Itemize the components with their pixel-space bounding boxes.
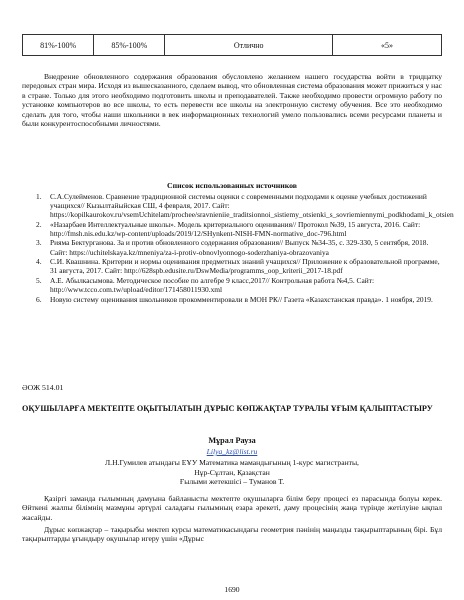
reference-number: 2.: [36, 219, 42, 229]
reference-number: 6.: [36, 294, 42, 304]
reference-item: [36, 276, 440, 294]
grading-table: [22, 34, 442, 56]
intro-paragraph: [22, 72, 442, 128]
body-paragraph-text: Қазіргі заманда ғылымның дамуына байланысты мектепте оқушыларға білім беру процесі ез парасында болуы керек. Өйткені жалпы білімнің мазмұны әртүрлі саладағы ғылымның езара әрекеті, даму процесінің жаңа түрінде жетілуіне ықпал жасайды.: [22, 494, 442, 522]
reference-item: [36, 192, 454, 220]
reference-item: [36, 220, 440, 238]
reference-number: 3.: [36, 238, 42, 248]
table-cell: 81%-100%: [23, 35, 94, 56]
references-list: [36, 192, 454, 304]
reference-number: 1.: [36, 192, 42, 201]
affiliation-line: Ғылыми жетекшісі – Туманов Т.: [179, 477, 285, 487]
reference-item: [36, 295, 440, 304]
reference-text: С.И. Квашнина. Критерии и нормы оценивания предметных знаний учащихся// Приложение к образовательной программе, 31 августа, 2017. Сайт: http://628spb.edusite.ru/DswMedia/programms_oop_kriterii_2017-18.pdf: [50, 257, 440, 276]
table-cell: Отлично: [165, 35, 333, 56]
reference-text: «Назарбаев Интеллектуальные школы». Модель критериального оценивания// Протокол №39, 15 августа, 2016. Сайт: http://fmsh.nis.edu.kz/wp-content/uploads/2019/12/SHynkent-NISH-FMN-normative_doc-796.html: [50, 219, 421, 238]
intro-paragraph-text: Внедрение обновленного содержания образования обусловлено желанием нашего государства войти в тридцатку передовых стран мира. Исходя из вышесказанного, сделаем вывод, что обновленная система образования может прижиться у нас в стране. Только для этого необходимо подготовить школы и преподавателей. Также необходимо провести огромную работу по установке компьютеров во все школы, то есть перевести все школы на электронную систему обучения. Все это необходимо сделать для того, чтобы наши школьники в век информационных технологий умело пользовались всеми ресурсами планеты и были конкурентоспособными личностями.: [22, 72, 442, 129]
table-row: [23, 35, 442, 56]
reference-text: С.А.Сулейменов. Сравнение традиционной системы оценки с современными подходами к оценке учебных достижений учащихся// Кызылтайыйская СШ, 4 февраля, 2017. Сайт: https://kopilkaurokov.ru/vsemUchitelam/prochee/sravnieniie_traditsionnoi_sistiemy_otsienki_s_sovriemiennymi_podkhodami_k_otsien: [50, 192, 454, 220]
affiliation-line: Л.Н.Гумилев атындағы ЕҰУ Математика мамандығының 1-курс магистранты,: [105, 458, 359, 467]
body-paragraph: [22, 525, 442, 544]
reference-text: А.Е. Абылкасымова. Методическое пособие по алгебре 9 класс,2017// Контрольная работа №4,5. Сайт: http://www.tcco.com.tw/upload/editor/171458011930.xml: [50, 275, 374, 294]
body-paragraph: [22, 494, 442, 522]
affiliation-line: Нұр-Сұлтан, Қазақстан: [194, 467, 270, 477]
reference-item: [36, 238, 440, 256]
reference-item: [36, 257, 440, 275]
udc-code: ӘОЖ 514.01: [22, 383, 64, 392]
author-email[interactable]: Lilya_kz@list.ru: [206, 447, 258, 456]
page-number: 1690: [224, 585, 240, 594]
references-title: Список использованных источников: [166, 181, 298, 190]
body-paragraph-text: Дұрыс көпжақтар – тақырыбы мектеп курсы математикасындағы геометрия пәнінің маңызды тақырыптарының бірі. Бұл тақырыптарды ұғындыру оқушылар игеру үшін «Дұрыс: [22, 525, 442, 544]
reference-number: 5.: [36, 275, 42, 285]
table-cell: «5»: [333, 35, 442, 56]
article-title: ОҚУШЫЛАРҒА МЕКТЕПТЕ ОҚЫТЫЛАТЫН ДҰРЫС КӨПЖАҚТАР ТУРАЛЫ ҰҒЫМ ҚАЛЫПТАСТЫРУ: [22, 404, 433, 413]
reference-text: Рияма Бектурганова. За и против обновленного содержания образования// Выпуск №34-35, с. 329-330, 5 сентября, 2018. Сайт: https://uchitelskaya.kz/mneniya/za-i-protiv-obnovlyonnogo-soderzhaniya-obrazovaniya: [50, 238, 429, 257]
table-cell: 85%-100%: [94, 35, 165, 56]
reference-text: Новую систему оценивания школьников прокомментировали в МОН РК// Газета «Казахстанская правда». 1 ноября, 2019.: [50, 294, 433, 304]
affiliation: [0, 458, 464, 487]
author-name: Мұрал Рауза: [208, 436, 256, 445]
reference-number: 4.: [36, 257, 42, 267]
